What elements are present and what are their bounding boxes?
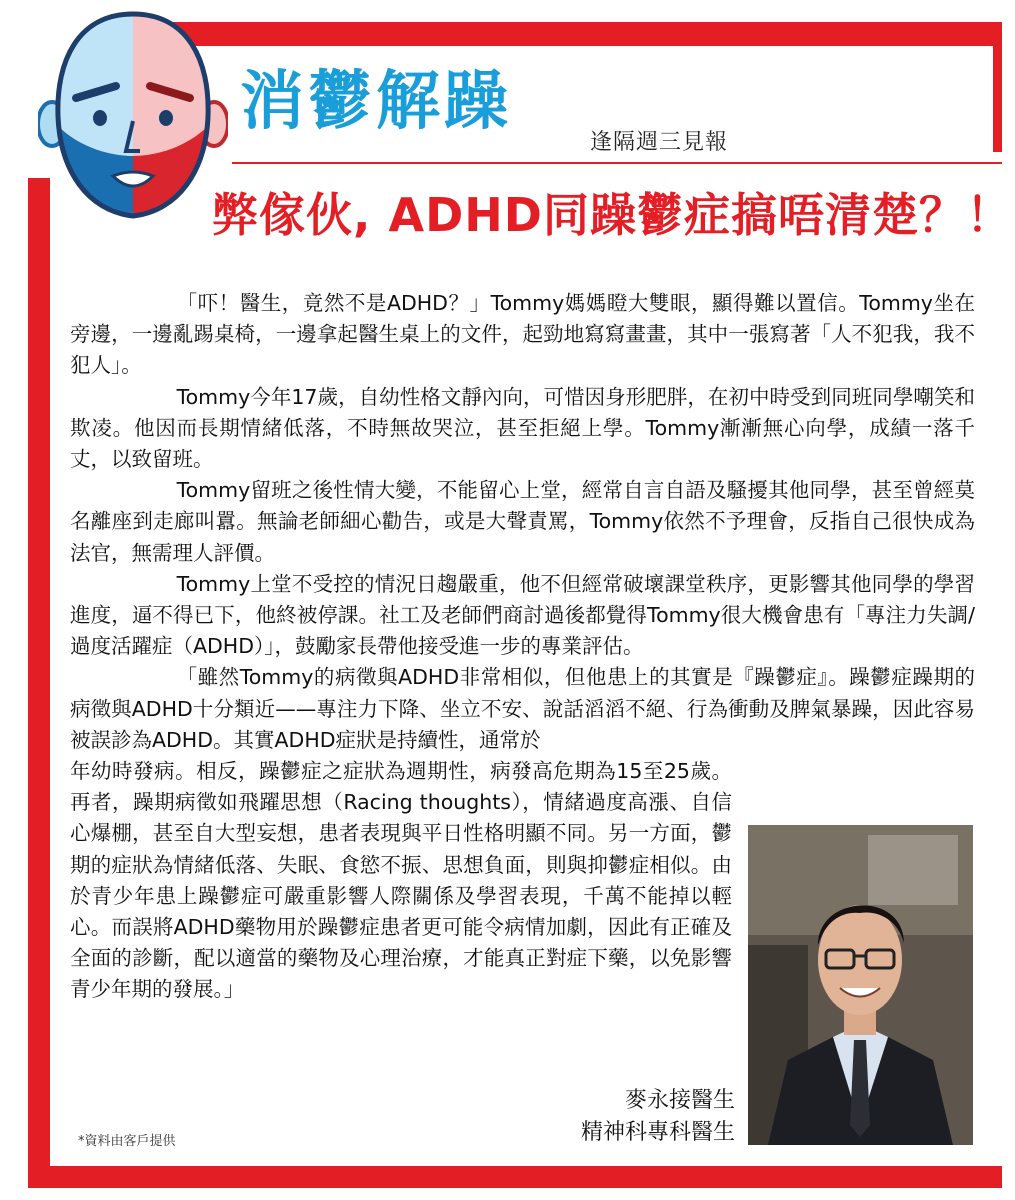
frame-top-bar	[140, 22, 1002, 46]
article-headline: 弊傢伙, ADHD同躁鬱症搞唔清楚？！	[212, 188, 1013, 242]
paragraph: Tommy上堂不受控的情況日趨嚴重，他不但經常破壞課堂秩序，更影響其他同學的學習進度，逼不得已下，他終被停課。社工及老師們商討過後都覺得Tommy很大機會患有「專注力失調/過度活躍症（ADHD）」，鼓勵家長帶他接受進一步的專業評估。	[70, 571, 975, 659]
column-title: 消鬱解躁	[240, 65, 512, 139]
frame-right-bar	[993, 22, 1002, 152]
frame-bottom-bar	[28, 1166, 1002, 1188]
column-schedule: 逢隔週三見報	[590, 130, 729, 155]
frame-left-bar	[28, 178, 50, 1168]
paragraph-continued: 年幼時發病。相反，躁鬱症之症狀為週期性，病發高危期為15至25歲。再者，躁期病徵如飛躍思想（Racing thoughts），情緒過度高漲、自信心爆棚，甚至自大型妄想，患者表現與平日性格明顯不同。另一方面，鬱期的症狀為情緒低落、失眠、食慾不振、思想負面，則與抑鬱症相似。由於青少年患上躁鬱症可嚴重影響人際關係及學習表現，千萬不能掉以輕心。而誤將ADHD藥物用於躁鬱症患者更可能令病情加劇，因此有正確及全面的診斷，配以適當的藥物及心理治療，才能真正對症下藥，以免影響青少年期的發展。」	[70, 759, 732, 1002]
doctor-signature	[545, 1085, 735, 1149]
paragraph: Tommy留班之後性情大變，不能留心上堂，經常自言自語及騷擾其他同學，甚至曾經莫名離座到走廊叫囂。無論老師細心勸告，或是大聲責罵，Tommy依然不予理會，反指自己很快成為法官，無需理人評價。	[70, 478, 975, 565]
doctor-title: 精神科專科醫生	[580, 1120, 735, 1145]
mascot-face-icon	[38, 6, 228, 221]
doctor-portrait-photo	[748, 825, 973, 1145]
paragraph: 「吓！醫生，竟然不是ADHD？」Tommy媽媽瞪大雙眼，顯得難以置信。Tommy坐在旁邊，一邊亂踢桌椅，一邊拿起醫生桌上的文件，起勁地寫寫畫畫，其中一張寫著「人不犯我，我不犯人」。	[70, 291, 975, 378]
paragraph: 「雖然Tommy的病徵與ADHD非常相似，但他患上的其實是『躁鬱症』。躁鬱症躁期的病徵與ADHD十分類近——專注力下降、坐立不安、說話滔滔不絕、行為衝動及脾氣暴躁，因此容易被誤診為ADHD。其實ADHD症狀是持續性，通常於	[70, 665, 975, 752]
source-footnote: *資料由客戶提供	[78, 1134, 176, 1149]
paragraph: Tommy今年17歲，自幼性格文靜內向，可惜因身形肥胖，在初中時受到同班同學嘲笑和欺凌。他因而長期情緒低落，不時無故哭泣，甚至拒絕上學。Tommy漸漸無心向學，成績一落千丈，以致留班。	[70, 384, 975, 472]
doctor-name: 麥永接醫生	[624, 1088, 735, 1113]
title-divider	[232, 162, 1002, 164]
